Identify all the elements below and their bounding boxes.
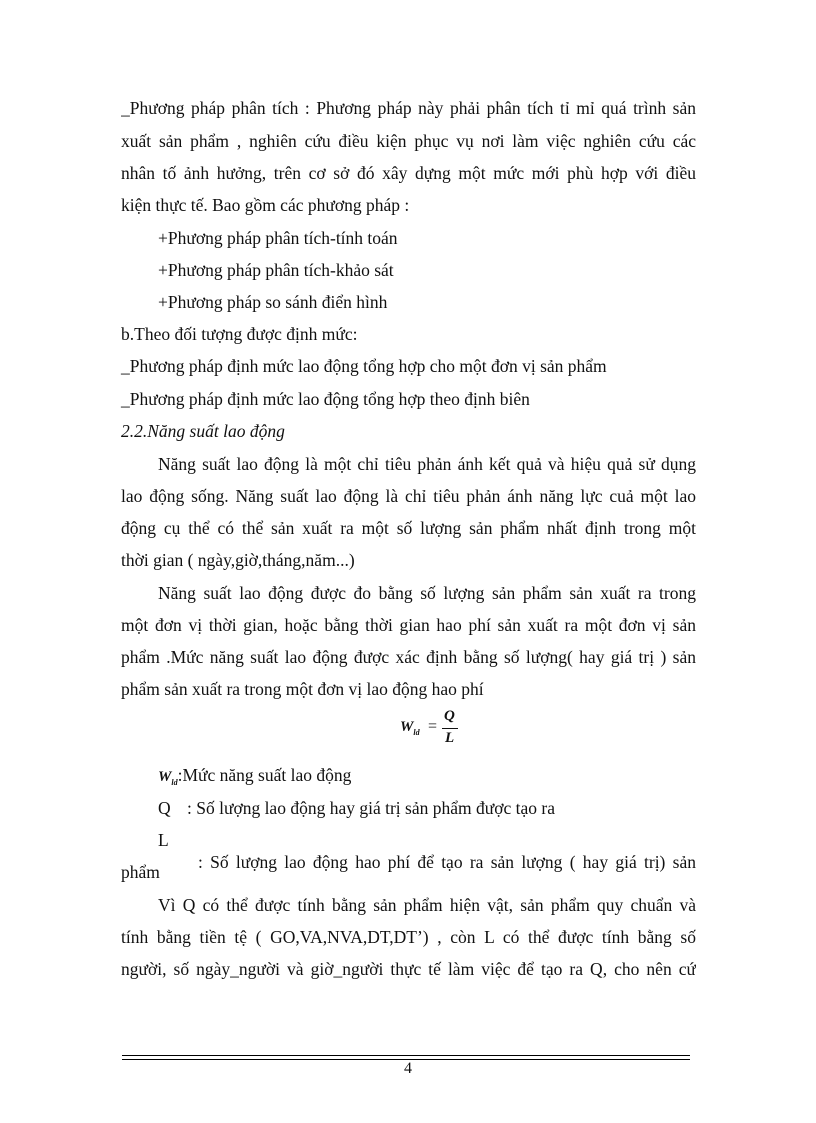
paragraph-line: một đơn vị thời gian, hoặc bằng thời gian hao phí sản xuất ra một đơn vị sản bbox=[121, 615, 696, 635]
l-symbol: L bbox=[158, 830, 169, 850]
subheading: b.Theo đối tượng được định mức: bbox=[121, 324, 358, 344]
paragraph-line: Vì Q có thể được tính bằng sản phẩm hiện vật, sản phẩm quy chuẩn và bbox=[158, 895, 696, 915]
definition-w bbox=[158, 764, 351, 794]
page-number: 4 bbox=[404, 1060, 412, 1077]
paragraph-line: _Phương pháp phân tích : Phương pháp này phải phân tích tỉ mỉ quá trình sản bbox=[121, 98, 696, 118]
definition-q bbox=[158, 797, 555, 819]
formula-equals: = bbox=[428, 718, 438, 735]
list-item: +Phương pháp phân tích-khảo sát bbox=[158, 260, 394, 280]
definition-text: :Mức năng suất lao động bbox=[177, 765, 352, 785]
formula-w: $W_{ld}$ bbox=[400, 719, 420, 737]
list-item: +Phương pháp so sánh điển hình bbox=[158, 292, 388, 312]
paragraph-line: phẩm .Mức năng suất lao động được xác định bằng số lượng( hay giá trị ) sản bbox=[121, 647, 696, 667]
paragraph-line: người, số ngày_người và giờ_người thực tế làm việc để tạo ra Q, cho nên cứ bbox=[121, 959, 696, 979]
paragraph-line: Năng suất lao động là một chỉ tiêu phản ánh kết quả và hiệu quả sử dụng bbox=[158, 454, 696, 474]
paragraph-line: Năng suất lao động được đo bằng số lượng sản phẩm sản xuất ra trong bbox=[158, 583, 696, 603]
definition-text: : Số lượng lao động hay giá trị sản phẩm được tạo ra bbox=[187, 798, 555, 818]
paragraph-line: nhân tố ảnh hưởng, trên cơ sở đó xây dựng một mức mới phù hợp với điều bbox=[121, 163, 696, 183]
definition-text: : Số lượng lao động hao phí để tạo ra sản lượng ( hay giá trị) sản bbox=[198, 852, 696, 872]
w-symbol: $W_{ld}$ bbox=[158, 769, 178, 787]
list-item: _Phương pháp định mức lao động tổng hợp cho một đơn vị sản phẩm bbox=[121, 356, 607, 376]
productivity-formula bbox=[400, 708, 480, 752]
fraction-bar bbox=[442, 728, 458, 729]
paragraph-line: xuất sản phẩm , nghiên cứu điều kiện phục vụ nơi làm việc nghiên cứu các bbox=[121, 131, 696, 151]
paragraph-line: lao động sống. Năng suất lao động là chỉ tiêu phản ánh năng lực cuả một lao bbox=[121, 486, 696, 506]
paragraph-line: phẩm sản xuất ra trong một đơn vị lao động hao phí bbox=[121, 679, 484, 699]
section-heading: 2.2.Năng suất lao động bbox=[121, 421, 285, 441]
paragraph-line: thời gian ( ngày,giờ,tháng,năm...) bbox=[121, 550, 355, 570]
list-item: +Phương pháp phân tích-tính toán bbox=[158, 228, 398, 248]
q-symbol: Q bbox=[158, 798, 171, 818]
definition-text: phẩm bbox=[121, 862, 160, 882]
definition-l bbox=[158, 829, 696, 872]
paragraph-line: kiện thực tế. Bao gồm các phương pháp : bbox=[121, 195, 410, 215]
paragraph-line: động cụ thể có thể sản xuất ra một số lượng sản phẩm nhất định trong một bbox=[121, 518, 696, 538]
footer-rule-thick bbox=[122, 1055, 690, 1056]
paragraph-line: tính bằng tiền tệ ( GO,VA,NVA,DT,DT’) , còn L có thể được tính bằng số bbox=[121, 927, 696, 947]
list-item: _Phương pháp định mức lao động tổng hợp theo định biên bbox=[121, 389, 530, 409]
formula-numerator: Q bbox=[444, 708, 455, 724]
formula-denominator: L bbox=[445, 730, 455, 746]
